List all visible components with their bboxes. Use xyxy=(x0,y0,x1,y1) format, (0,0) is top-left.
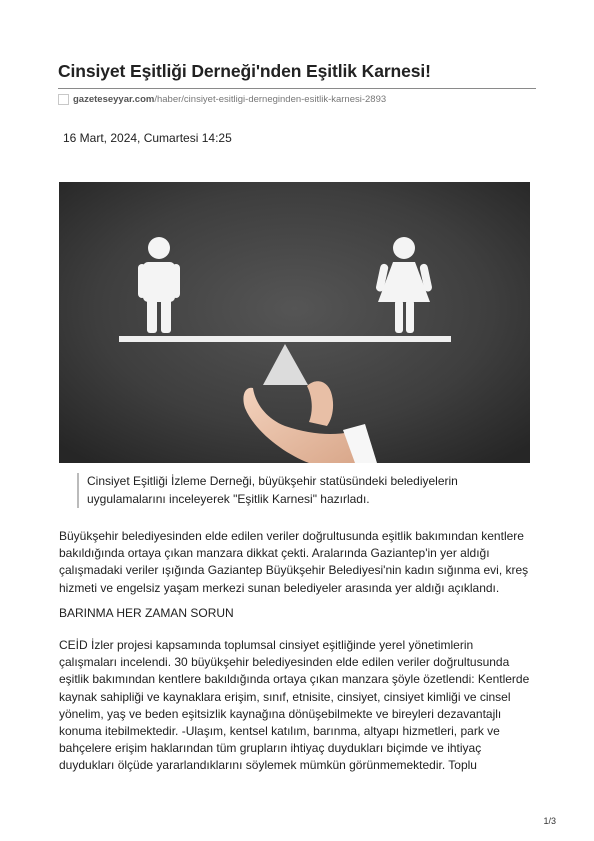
image-caption: Cinsiyet Eşitliği İzleme Derneği, büyükşehir statüsündeki belediyelerin uygulamalarını inceleyerek "Eşitlik Karnesi" hazırladı. xyxy=(77,473,527,508)
title-divider xyxy=(58,88,536,89)
source-path[interactable]: /haber/cinsiyet-esitligi-derneginden-esitlik-karnesi-2893 xyxy=(154,94,387,105)
balance-beam xyxy=(119,336,451,342)
publish-date: 16 Mart, 2024, Cumartesi 14:25 xyxy=(63,131,232,145)
paragraph-2: CEİD İzler projesi kapsamında toplumsal cinsiyet eşitliğinde yerel yönetimlerin çalışmaları incelendi. 30 büyükşehir belediyesinden elde edilen veriler doğrultusunda eşitlik bakımından kentlere bakıldığında ortaya çıkan manzara şöyle özetlendi: Kentlerde kaynak sahipliği ve kaynaklara erişim, sınıf, etnisite, cinsiyet, cinsiyet kimliği ve cinsel yönelim, yaş ve beden eşitsizlik kaynağına dönüşebilmekte ve bireyleri dezavantajlı konuma itebilmektedir. -Ulaşım, kentsel katılım, barınma, altyapı hizmetleri, park ve bahçelere erişim haklarından tüm grupların ihtiyaç duydukları biçimde ve ihtiyaç duydukları ölçüde yararlandıklarını söylemek mümkün görünmemektedir. Toplu xyxy=(59,638,530,773)
article-title: Cinsiyet Eşitliği Derneği'nden Eşitlik Karnesi! xyxy=(58,61,431,81)
article-photo xyxy=(59,182,530,463)
source-domain[interactable]: gazeteseyyar.com xyxy=(73,94,155,105)
source-link[interactable] xyxy=(58,94,386,105)
favicon-icon xyxy=(58,94,69,105)
page-number: 1/3 xyxy=(543,816,556,826)
section-heading: BARINMA HER ZAMAN SORUN xyxy=(59,606,234,620)
paragraph-1: Büyükşehir belediyesinden elde edilen veriler doğrultusunda eşitlik bakımından kentlere bakıldığında ortaya çıkan manzara dikkat çekti. Aralarında Gaziantep'in yer aldığı çalışmadaki veriler ışığında Gaziantep Büyükşehir Belediyesi'nin kadın sığınma evi, kreş hizmeti ve engelsiz yaşam merkezi sunan belediyeler arasında yer aldığı açıklandı. xyxy=(59,529,529,595)
